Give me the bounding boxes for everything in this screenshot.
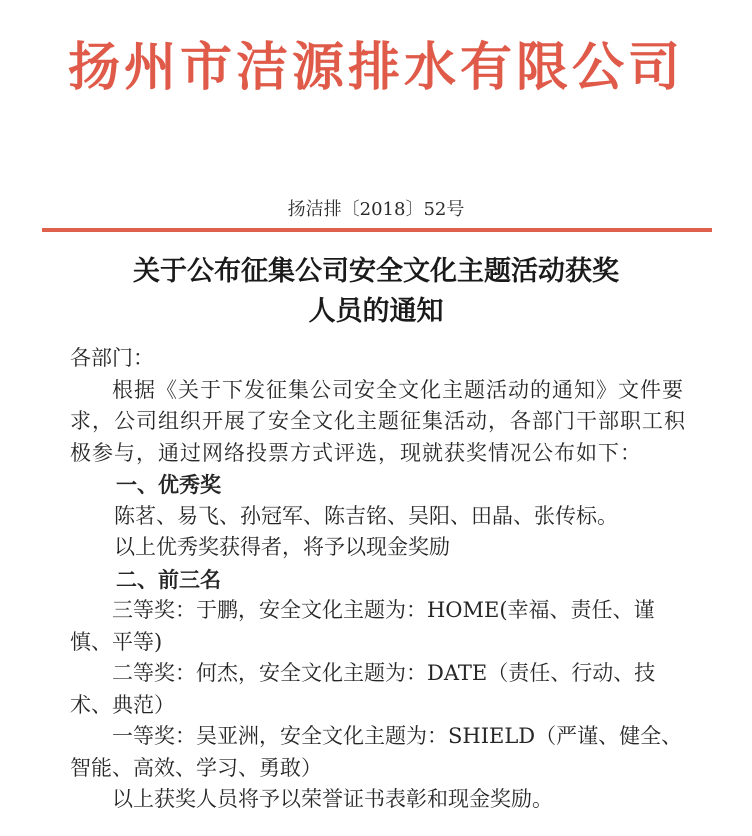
letterhead-divider — [42, 228, 712, 232]
closing-statement: 以上获奖人员将予以荣誉证书表彰和现金奖励。 — [112, 787, 553, 811]
notice-title — [40, 252, 712, 332]
notice-title-line-2: 人员的通知 — [308, 296, 444, 327]
document-number: 扬洁排〔2018〕52号 — [287, 199, 465, 220]
intro-paragraph: 根据《关于下发征集公司安全文化主题活动的通知》文件要求，公司组织开展了安全文化主题征集活动，各部门干部职工积极参与，通过网络投票方式评选，现就获奖情况公布如下： — [70, 377, 686, 465]
notice-title-line-1: 关于公布征集公司安全文化主题活动获奖 — [133, 256, 619, 287]
section-1-winners: 陈茗、易飞、孙冠军、陈吉铭、吴阳、田晶、张传标。 — [114, 503, 618, 528]
section-1-reward: 以上优秀奖获得者，将予以现金奖励 — [114, 535, 450, 559]
notice-body — [70, 343, 688, 816]
third-prize: 三等奖：于鹏，安全文化主题为：HOME(幸福、责任、谨慎、平等) — [70, 598, 655, 654]
section-1-heading: 一、优秀奖 — [116, 472, 221, 497]
letterhead-org-name: 扬州市洁源排水有限公司 — [67, 37, 684, 98]
first-prize: 一等奖：吴亚洲，安全文化主题为：SHIELD（严谨、健全、智能、高效、学习、勇敢） — [70, 724, 683, 780]
second-prize: 二等奖：何杰，安全文化主题为：DATE（责任、行动、技术、典范） — [70, 661, 656, 717]
salutation: 各部门： — [70, 346, 154, 370]
section-2-heading: 二、前三名 — [116, 566, 221, 592]
